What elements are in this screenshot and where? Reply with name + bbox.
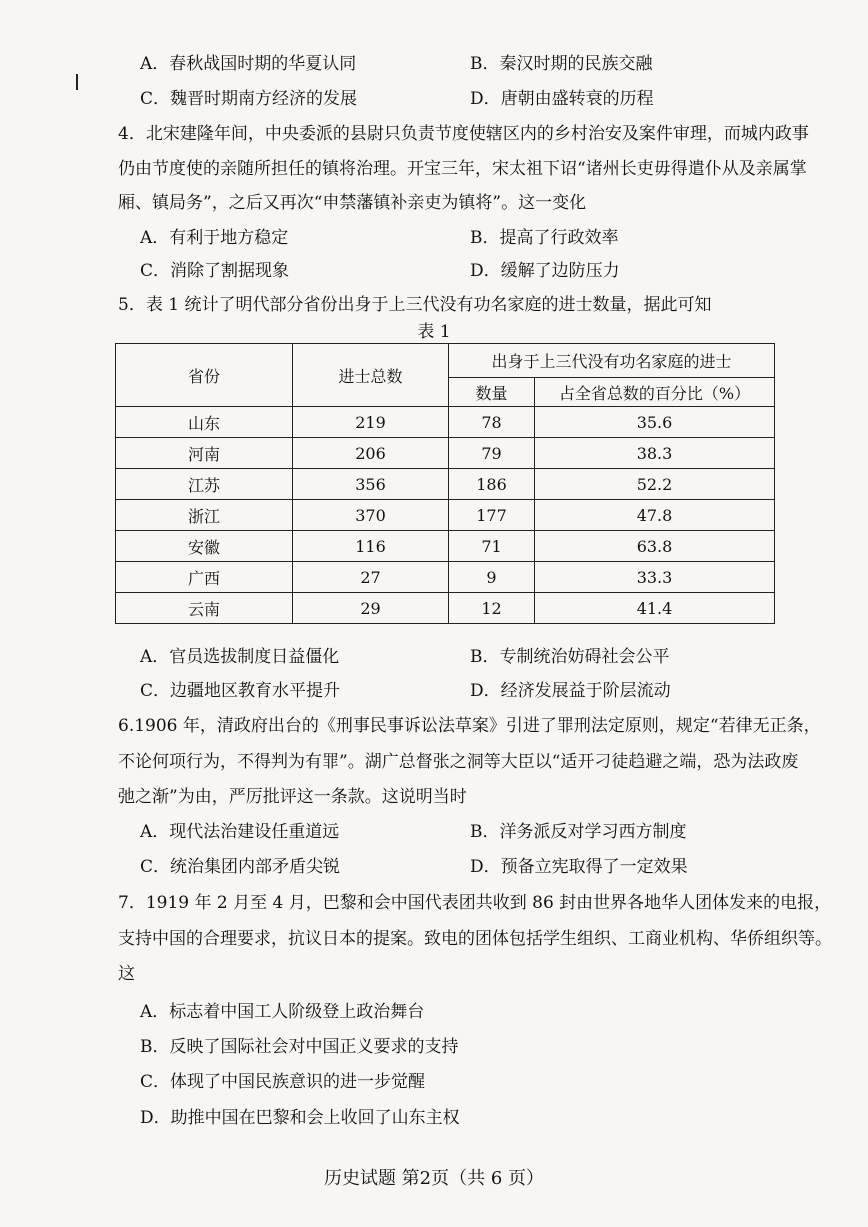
cell-percent: 38.3 [535, 438, 775, 469]
cell-percent: 47.8 [535, 500, 775, 531]
q6-stem-line-2: 不论何项行为，不得判为有罪”。湖广总督张之洞等大臣以“适开刁徒趋避之端，恐为法政废 [118, 752, 799, 772]
q6-option-a: A．现代法治建设任重道远 [140, 822, 340, 842]
cell-total: 219 [293, 407, 449, 438]
data-table [115, 343, 775, 624]
cell-percent: 41.4 [535, 593, 775, 624]
q5-option-b: B．专制统治妨碍社会公平 [470, 647, 670, 667]
q4-stem-line-1: 4．北宋建隆年间，中央委派的县尉只负责节度使辖区内的乡村治安及案件审理，而城内政事 [118, 124, 809, 144]
cell-province: 江苏 [116, 469, 293, 500]
cell-count: 71 [449, 531, 535, 562]
cell-count: 186 [449, 469, 535, 500]
cell-province: 广西 [116, 562, 293, 593]
q4-option-d: D．缓解了边防压力 [470, 261, 620, 281]
table-row [116, 531, 775, 562]
cell-count: 79 [449, 438, 535, 469]
q4-stem-line-3: 厢、镇局务”，之后又再次“申禁藩镇补亲吏为镇将”。这一变化 [118, 193, 587, 213]
q5-stem: 5．表 1 统计了明代部分省份出身于上三代没有功名家庭的进士数量，据此可知 [118, 295, 712, 315]
table-title: 表 1 [417, 322, 451, 342]
q5-option-a: A．官员选拔制度日益僵化 [140, 647, 340, 667]
header-count: 数量 [449, 378, 535, 407]
header-province: 省份 [116, 344, 293, 407]
q7-option-a: A．标志着中国工人阶级登上政治舞台 [140, 1002, 425, 1022]
cell-province: 浙江 [116, 500, 293, 531]
q7-option-d: D．助推中国在巴黎和会上收回了山东主权 [140, 1108, 460, 1128]
cell-percent: 52.2 [535, 469, 775, 500]
q5-option-c: C．边疆地区教育水平提升 [140, 681, 341, 701]
q3-option-a: A．春秋战国时期的华夏认同 [140, 54, 357, 74]
cell-count: 12 [449, 593, 535, 624]
q4-stem-line-2: 仍由节度使的亲随所担任的镇将治理。开宝三年，宋太祖下诏“诸州长吏毋得遣仆从及亲属掌 [118, 159, 807, 179]
cell-total: 370 [293, 500, 449, 531]
table-row [116, 469, 775, 500]
q6-option-c: C．统治集团内部矛盾尖锐 [140, 857, 341, 877]
q7-option-b: B．反映了国际社会对中国正义要求的支持 [140, 1037, 459, 1057]
cell-count: 78 [449, 407, 535, 438]
q7-stem-line-1: 7．1919 年 2 月至 4 月，巴黎和会中国代表团共收到 86 封由世界各地华人团体发来的电报， [118, 893, 832, 913]
table-row [116, 500, 775, 531]
header-total: 进士总数 [293, 344, 449, 407]
q3-option-d: D．唐朝由盛转衰的历程 [470, 89, 654, 109]
header-group: 出身于上三代没有功名家庭的进士 [449, 344, 775, 378]
q7-stem-line-2: 支持中国的合理要求，抗议日本的提案。致电的团体包括学生组织、工商业机构、华侨组织等。 [118, 929, 832, 949]
cell-total: 206 [293, 438, 449, 469]
cell-percent: 35.6 [535, 407, 775, 438]
cell-province: 云南 [116, 593, 293, 624]
cell-percent: 63.8 [535, 531, 775, 562]
cell-province: 山东 [116, 407, 293, 438]
q6-option-b: B．洋务派反对学习西方制度 [470, 822, 687, 842]
cell-count: 9 [449, 562, 535, 593]
q6-stem-line-1: 6.1906 年，清政府出台的《刑事民事诉讼法草案》引进了罪刑法定原则，规定“若律无正条， [118, 716, 821, 736]
cell-total: 29 [293, 593, 449, 624]
table-row [116, 593, 775, 624]
page-footer: 历史试题 第2页（共 6 页） [323, 1168, 545, 1189]
margin-mark [76, 74, 78, 90]
q6-option-d: D．预备立宪取得了一定效果 [470, 857, 688, 877]
q3-option-b: B．秦汉时期的民族交融 [470, 54, 653, 74]
q4-option-c: C．消除了割据现象 [140, 261, 290, 281]
cell-total: 116 [293, 531, 449, 562]
cell-province: 安徽 [116, 531, 293, 562]
cell-total: 27 [293, 562, 449, 593]
table-row [116, 562, 775, 593]
q7-stem-line-3: 这 [118, 964, 135, 984]
cell-total: 356 [293, 469, 449, 500]
table-row [116, 407, 775, 438]
cell-count: 177 [449, 500, 535, 531]
q4-option-a: A．有利于地方稳定 [140, 228, 289, 248]
cell-percent: 33.3 [535, 562, 775, 593]
table-row [116, 438, 775, 469]
q5-option-d: D．经济发展益于阶层流动 [470, 681, 671, 701]
header-percent: 占全省总数的百分比（%） [535, 378, 775, 407]
cell-province: 河南 [116, 438, 293, 469]
q6-stem-line-3: 弛之渐”为由，严厉批评这一条款。这说明当时 [118, 787, 467, 807]
q3-option-c: C．魏晋时期南方经济的发展 [140, 89, 358, 109]
q7-option-c: C．体现了中国民族意识的进一步觉醒 [140, 1072, 426, 1092]
q4-option-b: B．提高了行政效率 [470, 228, 619, 248]
